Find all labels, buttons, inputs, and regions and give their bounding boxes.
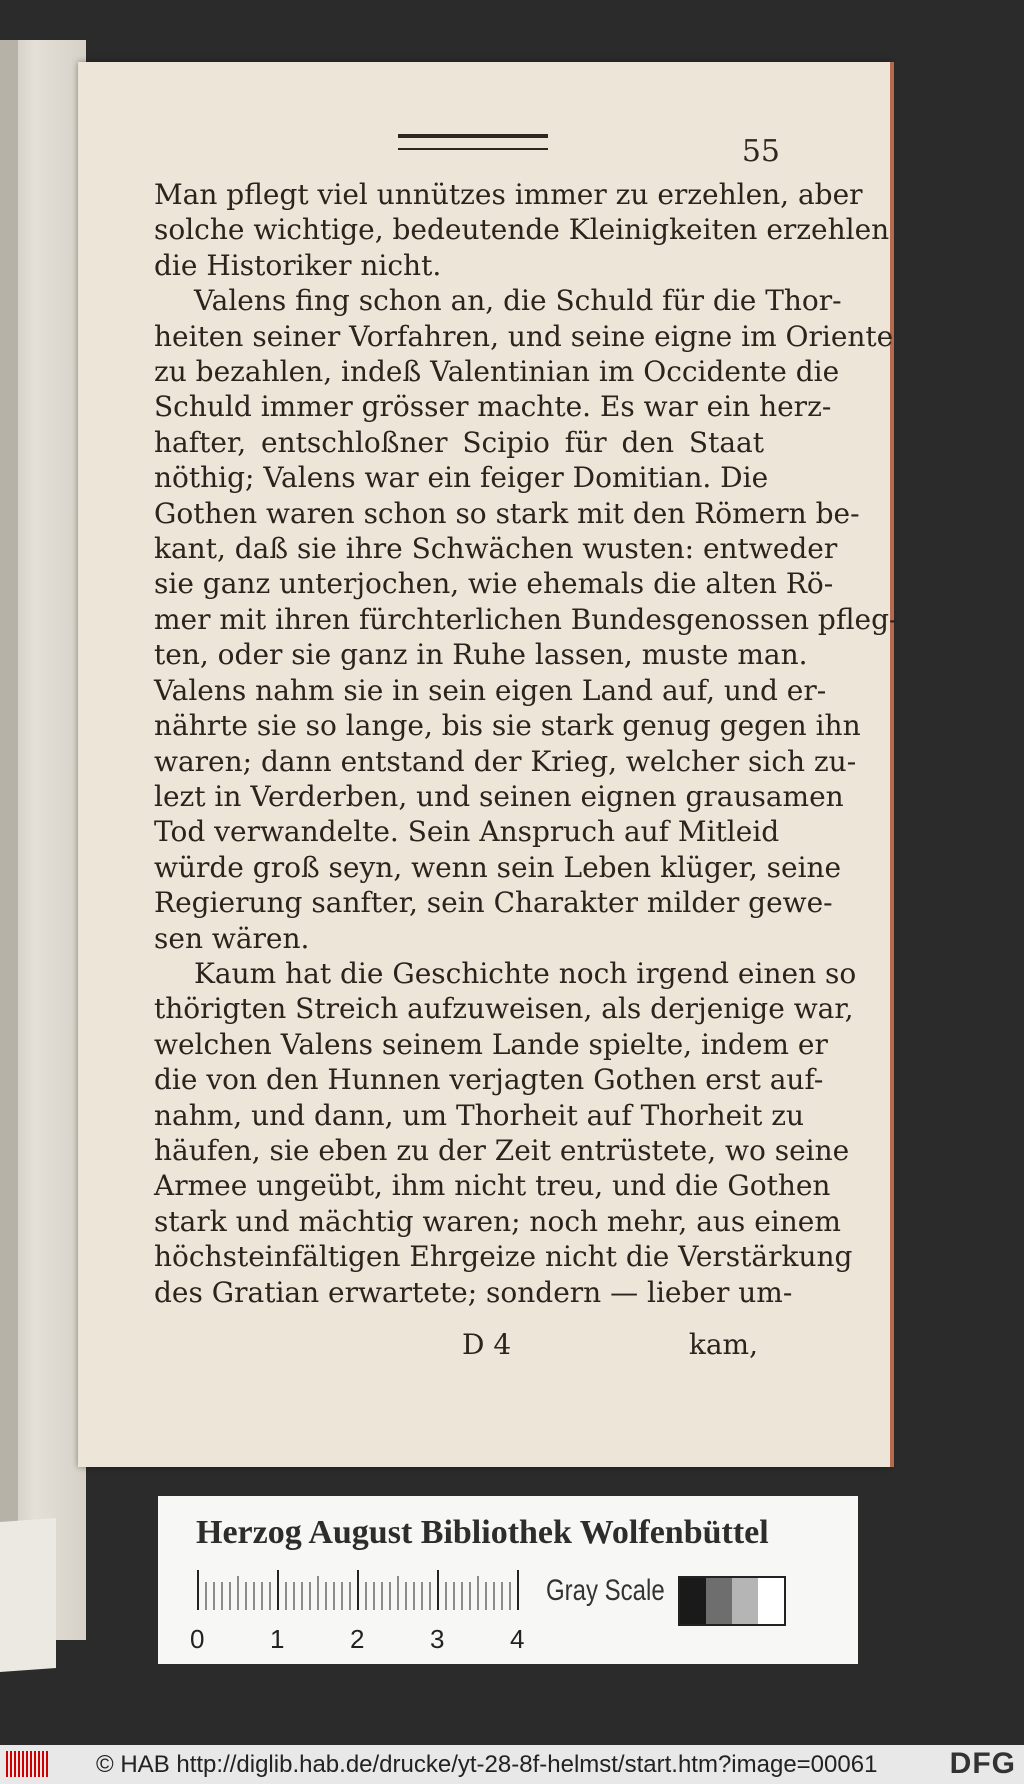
barcode-icon (6, 1751, 48, 1777)
text-line: Valens nahm sie in sein eigen Land auf, und er- (154, 673, 827, 707)
text-line: Regierung sanfter, sein Charakter milder gewe- (154, 886, 833, 920)
text-line: sen wären. (154, 921, 310, 955)
text-line: die Historiker nicht. (154, 248, 442, 282)
page-number: 55 (741, 134, 780, 169)
gray-scale-label: Gray Scale (546, 1574, 665, 1607)
text-line: Gothen waren schon so stark mit den Römern be- (154, 496, 860, 530)
text-line: Armee ungeübt, ihm nicht treu, und die Gothen (154, 1169, 831, 1203)
color-scale-card (158, 1496, 858, 1664)
adjacent-scale-card (0, 1518, 56, 1672)
ruler-label: 1 (270, 1624, 285, 1654)
text-line: thörigten Streich aufzuweisen, als derjenige war, (154, 992, 854, 1026)
text-line: die von den Hunnen verjagten Gothen erst auf- (154, 1063, 824, 1097)
text-line: Tod verwandelte. Sein Anspruch auf Mitleid (154, 815, 780, 849)
text-line: Valens fing schon an, die Schuld für die Thor- (194, 284, 842, 318)
binding-strip (0, 40, 18, 1640)
ruler-label: 4 (510, 1624, 525, 1654)
page-text (154, 177, 899, 1310)
catchword: kam, (688, 1328, 758, 1361)
credit-link[interactable]: © HAB http://diglib.hab.de/drucke/yt-28-8f-helmst/start.htm?image=00061 (96, 1751, 878, 1778)
gray-swatch (680, 1578, 706, 1624)
dfg-logo: DFG (949, 1747, 1016, 1780)
signature-mark: D 4 (462, 1328, 512, 1361)
text-line: zu bezahlen, indeß Valentinian im Occidente die (154, 355, 840, 389)
text-line: kant, daß sie ihre Schwächen wusten: entweder (154, 532, 838, 566)
text-line: nahm, und dann, um Thorheit auf Thorheit zu (154, 1098, 805, 1132)
text-line: ten, oder sie ganz in Ruhe lassen, muste man. (154, 638, 808, 672)
text-line: sie ganz unterjochen, wie ehemals die alten Rö- (154, 567, 834, 601)
gray-swatch (758, 1578, 784, 1624)
footer-bar (0, 1745, 1024, 1784)
text-line: heiten seiner Vorfahren, und seine eigne im Oriente (154, 319, 894, 353)
text-line: welchen Valens seinem Lande spielte, indem er (154, 1027, 828, 1061)
gray-scale-swatches (678, 1576, 786, 1626)
text-line: lezt in Verderben, und seinen eignen grausamen (154, 779, 844, 813)
ruler-label: 0 (190, 1624, 205, 1654)
library-title: Herzog August Bibliothek Wolfenbüttel (196, 1514, 769, 1551)
header-rule (398, 134, 548, 150)
gray-swatch (706, 1578, 732, 1624)
text-line: nährte sie so lange, bis sie stark genug gegen ihn (154, 709, 861, 743)
text-line: waren; dann entstand der Krieg, welcher sich zu- (154, 744, 857, 778)
text-line: würde groß seyn, wenn sein Leben klüger, seine (154, 850, 842, 884)
text-line: höchsteinfältigen Ehrgeize nicht die Verstärkung (154, 1240, 853, 1274)
text-line: solche wichtige, bedeutende Kleinigkeiten erzehlen (154, 213, 890, 247)
text-line: mer mit ihren fürchterlichen Bundesgenossen pfleg- (154, 602, 899, 636)
centimeter-ruler (196, 1570, 526, 1618)
gray-swatch (732, 1578, 758, 1624)
text-line: stark und mächtig waren; noch mehr, aus einem (154, 1204, 841, 1238)
adjacent-page-edge (0, 40, 86, 1640)
book-page (78, 62, 899, 1467)
ruler-label: 3 (430, 1624, 445, 1654)
text-line: häufen, sie eben zu der Zeit entrüstete, wo seine (154, 1133, 850, 1167)
ruler-label: 2 (350, 1624, 365, 1654)
text-line: Kaum hat die Geschichte noch irgend einen so (194, 956, 857, 990)
text-line: Schuld immer grösser machte. Es war ein herz- (154, 390, 832, 424)
text-line: des Gratian erwartete; sondern — lieber um- (154, 1275, 793, 1309)
text-line: nöthig; Valens war ein feiger Domitian. Die (154, 461, 769, 495)
text-line: hafter, entschloßner Scipio für den Staat (154, 425, 764, 459)
text-line: Man pflegt viel unnützes immer zu erzehlen, aber (154, 178, 863, 211)
